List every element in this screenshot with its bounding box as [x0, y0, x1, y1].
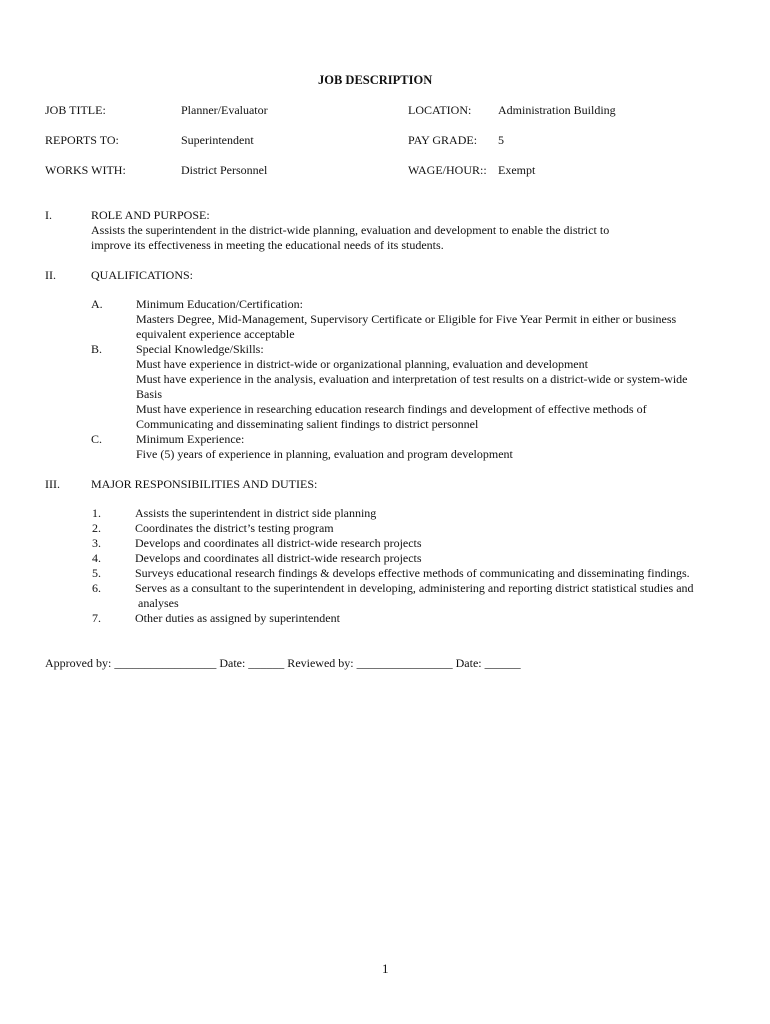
location-label: LOCATION: [408, 103, 472, 117]
reports-to-value: Superintendent [181, 133, 254, 147]
section-1-line: Assists the superintendent in the district-wide planning, evaluation and development to enable the district to [91, 223, 610, 237]
section-3-heading: MAJOR RESPONSIBILITIES AND DUTIES: [91, 477, 318, 491]
qualification-a-body [136, 297, 676, 342]
reports-to-label: REPORTS TO: [45, 133, 119, 147]
qualification-b-heading: Special Knowledge/Skills: [136, 342, 264, 356]
section-2-numeral: II. [45, 268, 56, 282]
duty-number: 2. [92, 521, 101, 535]
job-title-label: JOB TITLE: [45, 103, 106, 117]
duty-text: Other duties as assigned by superintendent [135, 611, 340, 625]
qualification-c-body [136, 432, 513, 462]
qualification-b-letter: B. [91, 342, 103, 356]
location-value: Administration Building [498, 103, 616, 117]
duty-text: Surveys educational research findings & develops effective methods of communicating and disseminating findings. [135, 566, 690, 580]
section-1-numeral: I. [45, 208, 52, 222]
qualification-a-line: Masters Degree, Mid-Management, Supervisory Certificate or Eligible for Five Year Permit in either or business [136, 312, 677, 326]
works-with-value: District Personnel [181, 163, 268, 177]
section-1-body [91, 223, 609, 253]
wage-hour-value: Exempt [498, 163, 536, 177]
job-title-value: Planner/Evaluator [181, 103, 268, 117]
wage-hour-label: WAGE/HOUR:: [408, 163, 487, 177]
approval-line: Approved by: _________________ Date: ______ Reviewed by: ________________ Date: ______ [45, 656, 521, 670]
qualification-a-heading: Minimum Education/Certification: [136, 297, 303, 311]
duty-number: 6. [92, 581, 101, 595]
qualification-c-letter: C. [91, 432, 103, 446]
section-1-line: improve its effectiveness in meeting the educational needs of its students. [91, 238, 444, 252]
qualification-c-heading: Minimum Experience: [136, 432, 245, 446]
pay-grade-value: 5 [498, 133, 504, 147]
duty-text: analyses [135, 596, 179, 610]
works-with-label: WORKS WITH: [45, 163, 126, 177]
qualification-b-line: Communicating and disseminating salient findings to district personnel [136, 417, 479, 431]
duty-number: 5. [92, 566, 101, 580]
duty-text: Assists the superintendent in district side planning [135, 506, 377, 520]
section-1-heading: ROLE AND PURPOSE: [91, 208, 210, 222]
qualification-c-line: Five (5) years of experience in planning, evaluation and program development [136, 447, 513, 461]
duty-text: Coordinates the district’s testing program [135, 521, 334, 535]
duty-number: 4. [92, 551, 101, 565]
duty-number: 3. [92, 536, 101, 550]
qualification-b-line: Must have experience in district-wide or organizational planning, evaluation and development [136, 357, 588, 371]
duty-number: 7. [92, 611, 101, 625]
duty-text: Develops and coordinates all district-wide research projects [135, 551, 422, 565]
document-title: JOB DESCRIPTION [318, 73, 433, 87]
qualification-b-line: Must have experience in the analysis, evaluation and interpretation of test results on a district-wide or system-wide [136, 372, 688, 386]
qualification-a-line: equivalent experience acceptable [136, 327, 295, 341]
duty-text: Serves as a consultant to the superintendent in developing, administering and reporting district statistical studies and [135, 581, 694, 595]
section-3-numeral: III. [45, 477, 60, 491]
qualification-b-line: Basis [136, 387, 163, 401]
page-number: 1 [382, 961, 389, 976]
duty-number: 1. [92, 506, 101, 520]
pay-grade-label: PAY GRADE: [408, 133, 478, 147]
section-2-heading: QUALIFICATIONS: [91, 268, 193, 282]
duty-text: Develops and coordinates all district-wide research projects [135, 536, 422, 550]
qualification-b-body [136, 342, 688, 432]
qualification-a-letter: A. [91, 297, 103, 311]
qualification-b-line: Must have experience in researching education research findings and development of effective methods of [136, 402, 647, 416]
